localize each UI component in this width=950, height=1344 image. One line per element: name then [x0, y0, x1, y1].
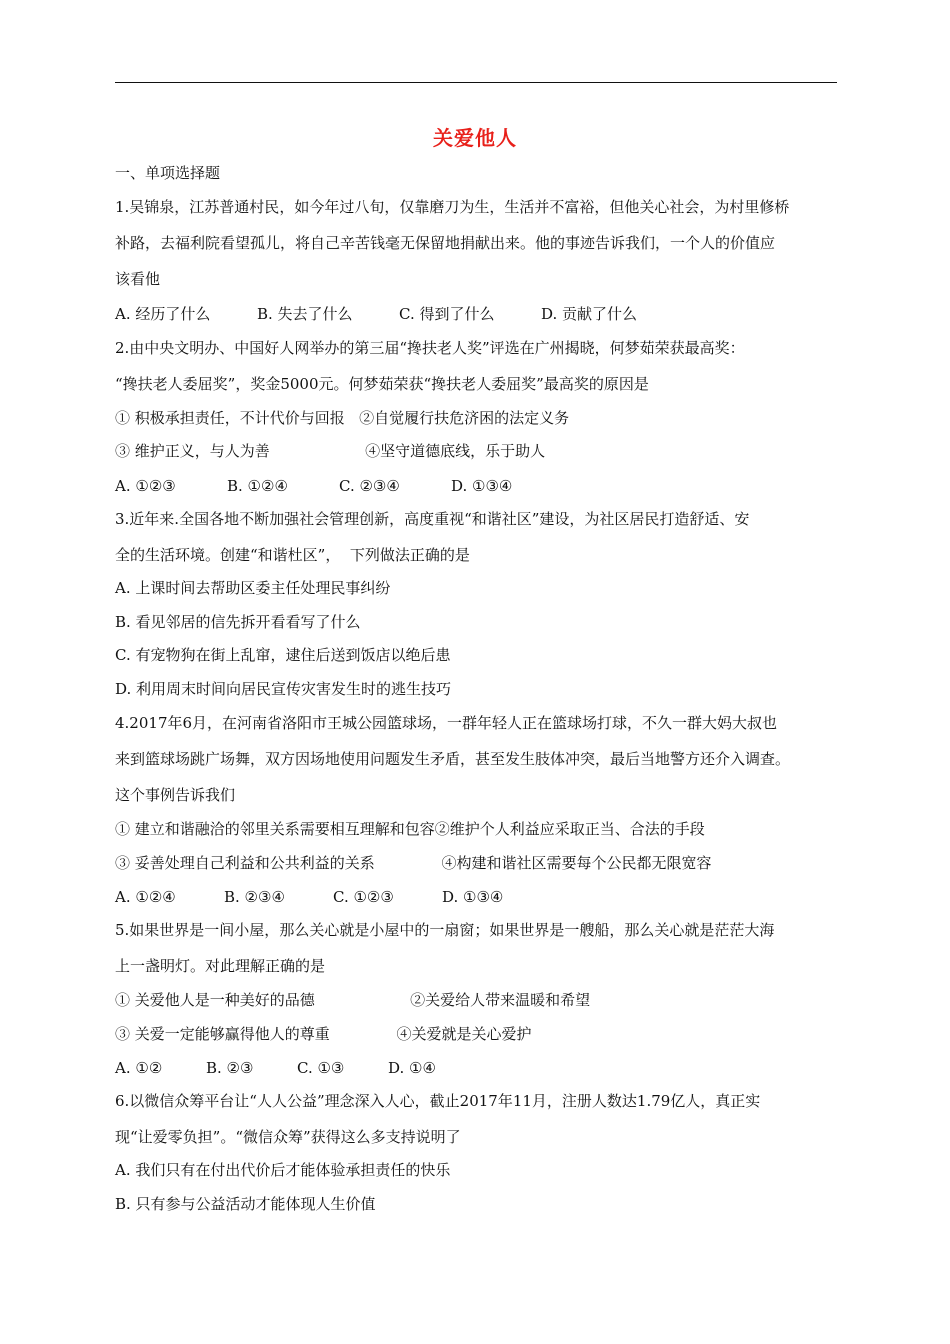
question-5-option-a: A. ①②	[115, 1059, 163, 1077]
question-5-statement-line: ③ 关爱一定能够赢得他人的尊重 ④关爱就是关心爱护	[115, 1025, 532, 1043]
question-2-statement-line: ③ 维护正义，与人为善 ④坚守道德底线，乐于助人	[115, 442, 546, 460]
question-1-option-c: C. 得到了什么	[399, 305, 495, 323]
page-title: 关爱他人	[433, 126, 517, 150]
question-5-option-d: D. ①④	[388, 1059, 436, 1077]
question-2-statement-line: ① 积极承担责任，不计代价与回报 ②自觉履行扶危济困的法定义务	[115, 409, 570, 427]
section-heading: 一、单项选择题	[115, 164, 221, 182]
question-5-option-b: B. ②③	[206, 1059, 254, 1077]
question-4-statement-line: ① 建立和谐融洽的邻里关系需要相互理解和包容②维护个人利益应采取正当、合法的手段	[115, 820, 705, 838]
question-4-option-a: A. ①②④	[115, 888, 176, 906]
question-2-option-b: B. ①②④	[227, 477, 288, 495]
question-4-stem-line: 4.2017年6月，在河南省洛阳市王城公园篮球场，一群年轻人正在篮球场打球，不久一群大妈大叔也	[115, 714, 778, 732]
question-1-option-d: D. 贡献了什么	[541, 305, 638, 323]
question-6-choice-b: B. 只有参与公益活动才能体现人生价值	[115, 1195, 376, 1213]
question-4-options	[115, 887, 850, 907]
question-3-stem-line: 3.近年来.全国各地不断加强社会管理创新，高度重视“和谐社区”建设，为社区居民打造舒适、安	[115, 510, 750, 528]
question-4-option-d: D. ①③④	[442, 888, 504, 906]
question-4-stem-line: 来到篮球场跳广场舞，双方因场地使用问题发生矛盾，甚至发生肢体冲突，最后当地警方还介入调查。	[115, 750, 791, 768]
question-6-choice-a: A. 我们只有在付出代价后才能体验承担责任的快乐	[115, 1161, 451, 1179]
question-1-stem-line: 1.吴锦泉，江苏普通村民，如今年过八旬，仅靠磨刀为生，生活并不富裕，但他关心社会，为村里修桥	[115, 198, 790, 216]
question-3-choice-b: B. 看见邻居的信先拆开看看写了什么	[115, 613, 361, 631]
question-1-option-a: A. 经历了什么	[115, 305, 211, 323]
question-4-option-c: C. ①②③	[333, 888, 394, 906]
header-rule	[115, 82, 837, 83]
question-2-option-a: A. ①②③	[115, 477, 176, 495]
question-4-option-b: B. ②③④	[224, 888, 285, 906]
question-5-stem-line: 上一盏明灯。对此理解正确的是	[115, 957, 326, 975]
question-2-stem-line: “搀扶老人委屈奖”，奖金5000元。何梦茹荣获“搀扶老人委屈奖”最高奖的原因是	[115, 375, 649, 393]
question-1-option-b: B. 失去了什么	[257, 305, 353, 323]
question-3-choice-a: A. 上课时间去帮助区委主任处理民事纠纷	[115, 579, 391, 597]
question-4-stem-line: 这个事例告诉我们	[115, 786, 236, 804]
question-5-stem-line: 5.如果世界是一间小屋，那么关心就是小屋中的一扇窗；如果世界是一艘船，那么关心就是茫茫大海	[115, 921, 775, 939]
question-5-statement-line: ① 关爱他人是一种美好的品德 ②关爱给人带来温暖和希望	[115, 991, 591, 1009]
question-1-options	[115, 304, 850, 324]
question-2-option-d: D. ①③④	[451, 477, 513, 495]
question-4-statement-line: ③ 妥善处理自己利益和公共利益的关系 ④构建和谐社区需要每个公民都无限宽容	[115, 854, 712, 872]
question-2-options	[115, 476, 850, 496]
question-5-options	[115, 1058, 850, 1078]
question-6-stem-line: 现“让爱零负担”。“微信众筹”获得这么多支持说明了	[115, 1128, 461, 1146]
question-3-stem-line: 全的生活环境。创建“和谐杜区”， 下列做法正确的是	[115, 546, 470, 564]
question-2-stem-line: 2.由中央文明办、中国好人网举办的第三届“搀扶老人奖”评选在广州揭晓，何梦茹荣获最高奖：	[115, 339, 745, 357]
question-3-choice-d: D. 利用周末时间向居民宣传灾害发生时的逃生技巧	[115, 680, 452, 698]
question-2-option-c: C. ②③④	[339, 477, 400, 495]
question-3-choice-c: C. 有宠物狗在街上乱窜，逮住后送到饭店以绝后患	[115, 646, 451, 664]
question-6-stem-line: 6.以微信众筹平台让“人人公益”理念深入人心，截止2017年11月，注册人数达1.79亿人，真正实	[115, 1092, 761, 1110]
question-5-option-c: C. ①③	[297, 1059, 345, 1077]
question-1-stem-line: 补路，去福利院看望孤儿，将自己辛苦钱毫无保留地捐献出来。他的事迹告诉我们，一个人的价值应	[115, 234, 776, 252]
question-1-stem-line: 该看他	[115, 270, 161, 288]
